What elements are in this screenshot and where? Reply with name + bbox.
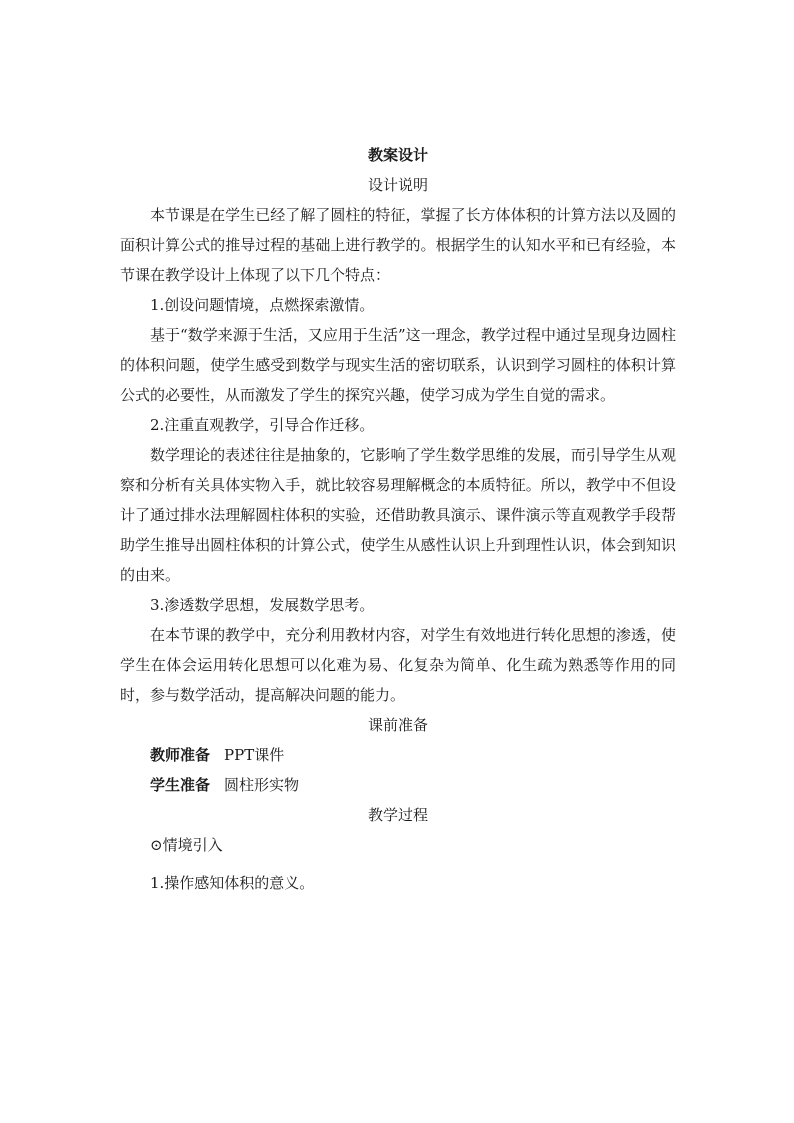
feature-3-heading: 3.渗透数学思想，发展数学思考。	[150, 596, 375, 614]
process-step-1: 1.操作感知体积的意义。	[150, 874, 315, 892]
document-page	[120, 140, 676, 898]
prep-heading: 课前准备	[367, 716, 428, 734]
teacher-prep-row	[120, 740, 676, 770]
intro-paragraph: 本节课是在学生已经了解了圆柱的特征，掌握了长方体体积的计算方法以及圆的面积计算公式的推导过程的基础上进行教学的。根据学生的认知水平和已有经验，本节课在教学设计上体现了以下几个特点：	[120, 206, 676, 284]
feature-2-heading: 2.注重直观教学，引导合作迁移。	[150, 416, 375, 434]
teacher-prep-label: 教师准备	[150, 746, 211, 764]
feature-3-body: 在本节课的教学中，充分利用教材内容，对学生有效地进行转化思想的渗透，使学生在体会运用转化思想可以化难为易、化复杂为简单、化生疏为熟悉等作用的同时，参与数学活动，提高解决问题的能力。	[120, 626, 676, 704]
document-title: 教案设计	[367, 146, 428, 164]
feature-1-body: 基于“数学来源于生活，又应用于生活”这一理念，教学过程中通过呈现身边圆柱的体积问题，使学生感受到数学与现实生活的密切联系，认识到学习圆柱的体积计算公式的必要性，从而激发了学生的探究兴趣，使学习成为学生自觉的需求。	[120, 326, 676, 404]
teacher-prep-value: PPT课件	[224, 746, 285, 764]
student-prep-row	[120, 770, 676, 800]
design-notes-heading: 设计说明	[367, 176, 428, 194]
student-prep-value: 圆柱形实物	[224, 776, 300, 794]
process-heading: 教学过程	[367, 806, 428, 824]
process-section-intro: ⊙情境引入	[150, 836, 223, 854]
feature-1-heading: 1.创设问题情境，点燃探索激情。	[150, 296, 375, 314]
student-prep-label: 学生准备	[150, 776, 211, 794]
feature-2-body: 数学理论的表述往往是抽象的，它影响了学生数学思维的发展，而引导学生从观察和分析有关具体实物入手，就比较容易理解概念的本质特征。所以，教学中不但设计了通过排水法理解圆柱体积的实验，还借助教具演示、课件演示等直观教学手段帮助学生推导出圆柱体积的计算公式，使学生从感性认识上升到理性认识，体会到知识的由来。	[120, 446, 676, 584]
